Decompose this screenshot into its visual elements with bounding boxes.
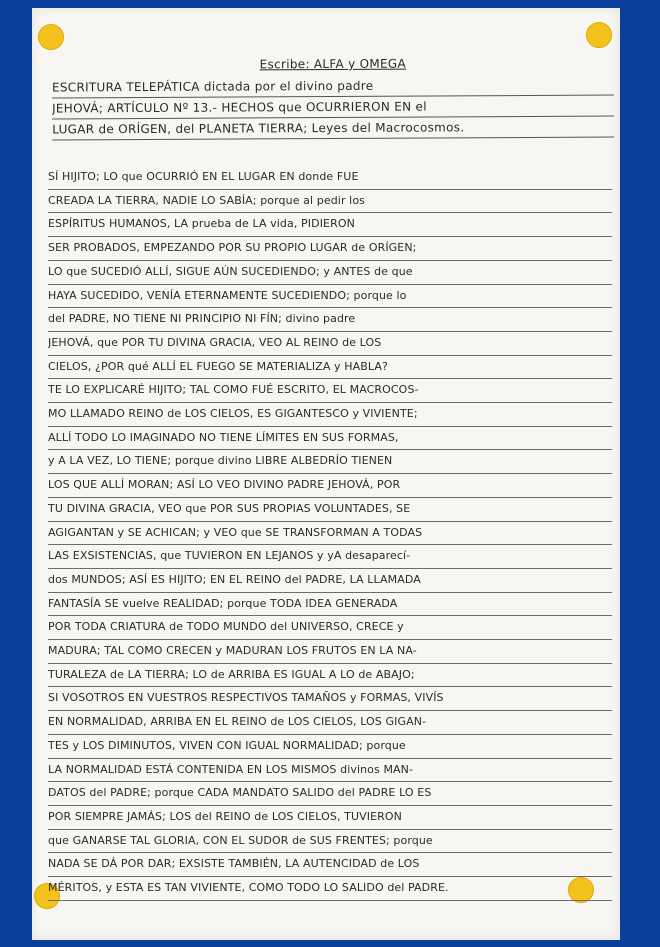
body-line: NADA SE DÁ POR DAR; EXSISTE TAMBIÉN, LA AUTENCIDAD de LOS xyxy=(48,853,612,877)
body-line: TU DIVINA GRACIA, VEO que POR SUS PROPIAS VOLUNTADES, SE xyxy=(48,498,612,522)
body-line: CIELOS, ¿POR qué ALLÍ EL FUEGO SE MATERIALIZA y HABLA? xyxy=(48,356,612,380)
body-line: TES y LOS DIMINUTOS, VIVEN CON IGUAL NORMALIDAD; porque xyxy=(48,735,612,759)
document-header xyxy=(52,53,614,141)
body-line: LOS QUE ALLÍ MORAN; ASÍ LO VEO DIVINO PADRE JEHOVÁ, POR xyxy=(48,474,612,498)
body-line: ESPÍRITUS HUMANOS, LA prueba de LA vida, PIDIERON xyxy=(48,213,612,237)
body-line: JEHOVÁ, que POR TU DIVINA GRACIA, VEO AL REINO de LOS xyxy=(48,332,612,356)
body-line: LA NORMALIDAD ESTÁ CONTENIDA EN LOS MISMOS divinos MAN- xyxy=(48,759,612,783)
body-line: MADURA; TAL COMO CRECEN y MADURAN LOS FRUTOS EN LA NA- xyxy=(48,640,612,664)
document-body xyxy=(48,166,612,901)
body-line: DATOS del PADRE; porque CADA MANDATO SALIDO del PADRE LO ES xyxy=(48,782,612,806)
body-line: POR SIEMPRE JAMÁS; LOS del REINO de LOS CIELOS, TUVIERON xyxy=(48,806,612,830)
body-line: LO que SUCEDIÓ ALLÍ, SIGUE AÚN SUCEDIENDO; y ANTES de que xyxy=(48,261,612,285)
body-line: POR TODA CRIATURA de TODO MUNDO del UNIVERSO, CRECE y xyxy=(48,616,612,640)
header-line: JEHOVÁ; ARTÍCULO Nº 13.- HECHOS que OCURRIERON EN el xyxy=(52,96,614,120)
body-line: TURALEZA de LA TIERRA; LO de ARRIBA ES IGUAL A LO de ABAJO; xyxy=(48,664,612,688)
body-line: FANTASÍA SE vuelve REALIDAD; porque TODA IDEA GENERADA xyxy=(48,593,612,617)
body-line: CREADA LA TIERRA, NADIE LO SABÍA; porque al pedir los xyxy=(48,190,612,214)
body-line: EN NORMALIDAD, ARRIBA EN EL REINO de LOS CIELOS, LOS GIGAN- xyxy=(48,711,612,735)
body-line: TE LO EXPLICARÉ HIJITO; TAL COMO FUÉ ESCRITO, EL MACROCOS- xyxy=(48,379,612,403)
body-line: SI VOSOTROS EN VUESTROS RESPECTIVOS TAMAÑOS y FORMAS, VIVÍS xyxy=(48,687,612,711)
body-line: SÍ HIJITO; LO que OCURRIÓ EN EL LUGAR EN donde FUE xyxy=(48,166,612,190)
header-line: LUGAR de ORÍGEN, del PLANETA TIERRA; Leyes del Macrocosmos. xyxy=(52,117,614,141)
document-title: Escribe: ALFA y OMEGA xyxy=(259,56,407,72)
body-line: MO LLAMADO REINO de LOS CIELOS, ES GIGANTESCO y VIVIENTE; xyxy=(48,403,612,427)
body-line: del PADRE, NO TIENE NI PRINCIPIO NI FÍN; divino padre xyxy=(48,308,612,332)
body-line: LAS EXSISTENCIAS, que TUVIERON EN LEJANOS y yA desaparecí- xyxy=(48,545,612,569)
body-line: SER PROBADOS, EMPEZANDO POR SU PROPIO LUGAR de ORÍGEN; xyxy=(48,237,612,261)
body-line: y A LA VEZ, LO TIENE; porque divino LIBRE ALBEDRÍO TIENEN xyxy=(48,450,612,474)
body-line: ALLÍ TODO LO IMAGINADO NO TIENE LÍMITES EN SUS FORMAS, xyxy=(48,427,612,451)
body-line: que GANARSE TAL GLORIA, CON EL SUDOR de SUS FRENTES; porque xyxy=(48,830,612,854)
tape-top-right xyxy=(586,22,612,48)
body-line: dos MUNDOS; ASÍ ES HIJITO; EN EL REINO del PADRE, LA LLAMADA xyxy=(48,569,612,593)
body-line: AGIGANTAN y SE ACHICAN; y VEO que SE TRANSFORMAN A TODAS xyxy=(48,522,612,546)
body-line: HAYA SUCEDIDO, VENÍA ETERNAMENTE SUCEDIENDO; porque lo xyxy=(48,285,612,309)
header-line: ESCRITURA TELEPÁTICA dictada por el divino padre xyxy=(52,75,614,99)
tape-top-left xyxy=(38,24,64,50)
body-line: MÉRITOS, y ESTA ES TAN VIVIENTE, COMO TODO LO SALIDO del PADRE. xyxy=(48,877,612,901)
